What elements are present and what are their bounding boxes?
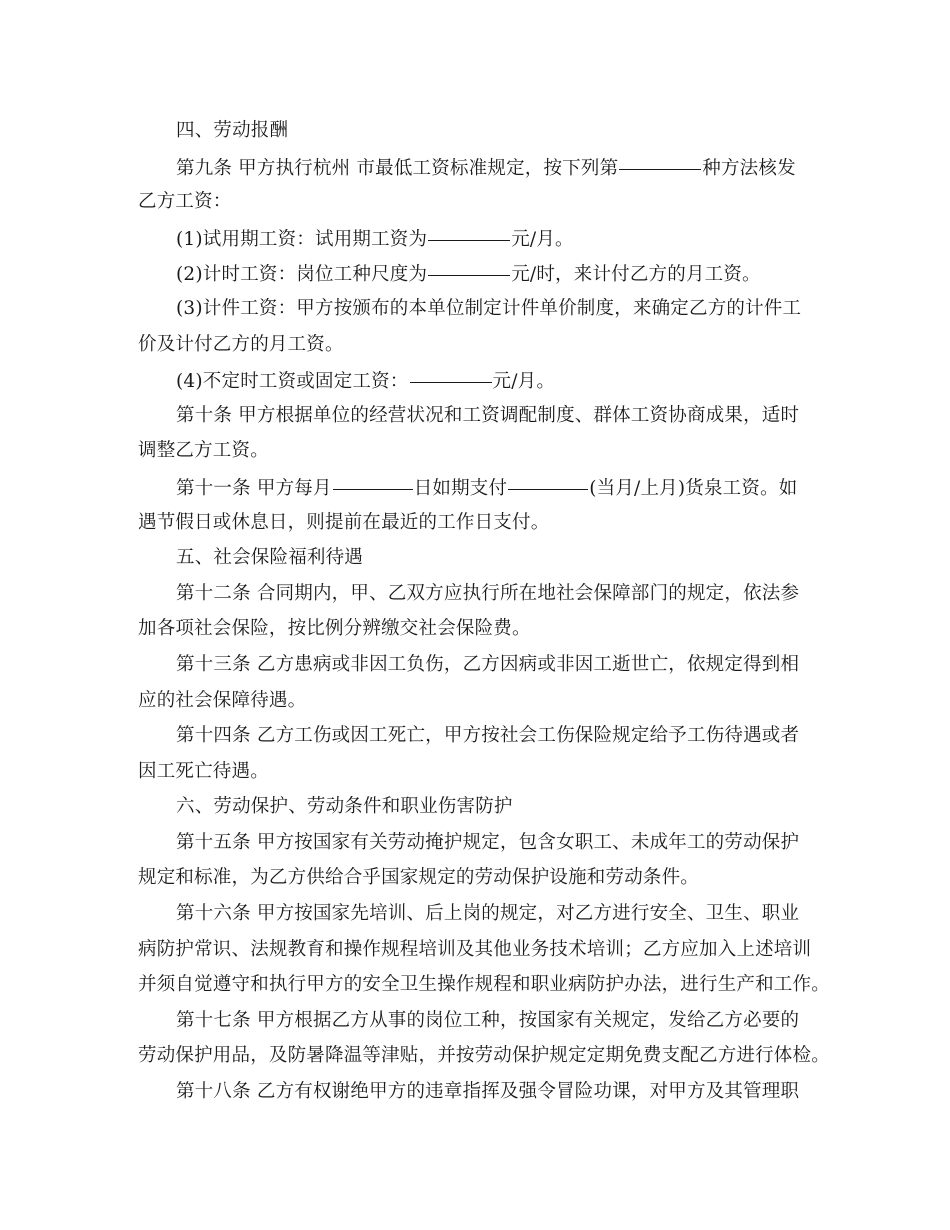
fill-blank[interactable] — [428, 255, 510, 276]
paragraph-line: 加各项社会保险，按比例分辨缴交社会保险费。 — [138, 618, 531, 640]
text-segment: (当月/上月)货泉工资。如 — [589, 477, 798, 499]
article-line: 第十五条 甲方按国家有关劳动掩护规定，包含女职工、未成年工的劳动保护 — [176, 831, 800, 853]
fill-blank[interactable] — [619, 149, 701, 170]
section-heading: 四、劳动报酬 — [176, 120, 289, 141]
text-segment: 元/时，来计付乙方的月工资。 — [511, 264, 761, 286]
item-line — [138, 362, 818, 398]
article-line: 第十三条 乙方患病或非因工负伤，乙方因病或非因工逝世亡，依规定得到相 — [176, 653, 800, 675]
paragraph-line: 价及计付乙方的月工资。 — [138, 333, 344, 355]
text-segment: 元/月。 — [492, 371, 556, 393]
article-line: 第十条 甲方根据单位的经营状况和工资调配制度、群体工资协商成果，适时 — [176, 404, 800, 426]
fill-blank[interactable] — [508, 469, 588, 490]
article-9-line — [138, 149, 818, 185]
paragraph-line: 调整乙方工资。 — [138, 440, 269, 462]
text-segment: 种方法核发 — [702, 157, 796, 179]
article-line: 第十八条 乙方有权谢绝甲方的违章指挥及强令冒险功课，对甲方及其管理职 — [176, 1081, 800, 1103]
fill-blank[interactable] — [410, 362, 492, 383]
text-segment: (1)试用期工资：试用期工资为 — [176, 228, 428, 250]
section-heading: 五、社会保险福利待遇 — [176, 547, 364, 569]
paragraph-line: 并须自觉遵守和执行甲方的安全卫生操作规程和职业病防护办法，进行生产和工作。 — [138, 974, 830, 996]
article-line: 第十六条 甲方按国家先培训、后上岗的规定，对乙方进行安全、卫生、职业 — [176, 903, 800, 925]
article-line: 第十七条 甲方根据乙方从事的岗位工种，按国家有关规定，发给乙方必要的 — [176, 1009, 800, 1031]
item-line — [138, 255, 818, 291]
text-segment: 元/月。 — [511, 228, 574, 250]
text-segment: 第十一条 甲方每月 — [176, 477, 332, 499]
paragraph-line: 病防护常识、法规教育和操作规程培训及其他业务技术培训；乙方应加入上述培训 — [138, 938, 812, 960]
paragraph-line: 乙方工资： — [138, 191, 232, 213]
fill-blank[interactable] — [333, 469, 413, 490]
article-line: 第十四条 乙方工伤或因工死亡，甲方按社会工伤保险规定给予工伤待遇或者 — [176, 725, 800, 747]
paragraph-line: 应的社会保障待遇。 — [138, 689, 307, 711]
text-segment: (2)计时工资：岗位工种尺度为 — [176, 264, 428, 286]
paragraph-line: 规定和标准，为乙方供给合乎国家规定的劳动保护设施和劳动条件。 — [138, 867, 700, 889]
item-line: (3)计件工资：甲方按颁布的本单位制定计件单价制度，来确定乙方的计件工 — [176, 297, 802, 319]
contract-text — [138, 113, 830, 1110]
fill-blank[interactable] — [428, 220, 510, 241]
article-line: 第十二条 合同期内，甲、乙双方应执行所在地社会保障部门的规定，依法参 — [176, 582, 800, 604]
paragraph-line: 遇节假日或休息日，则提前在最近的工作日支付。 — [138, 511, 550, 533]
paragraph-line: 劳动保护用品，及防暑降温等津贴，并按劳动保护规定定期免费支配乙方进行体检。 — [138, 1045, 830, 1067]
text-segment: 日如期支付 — [413, 477, 508, 499]
section-heading: 六、劳动保护、劳动条件和职业伤害防护 — [176, 796, 513, 818]
paragraph-line: 因工死亡待遇。 — [138, 760, 269, 782]
article-11-line — [138, 469, 818, 505]
text-segment: 第九条 甲方执行杭州 市最低工资标准规定，按下列第 — [176, 157, 619, 179]
text-segment: (4)不定时工资或固定工资： — [176, 371, 409, 393]
item-line — [138, 220, 818, 256]
